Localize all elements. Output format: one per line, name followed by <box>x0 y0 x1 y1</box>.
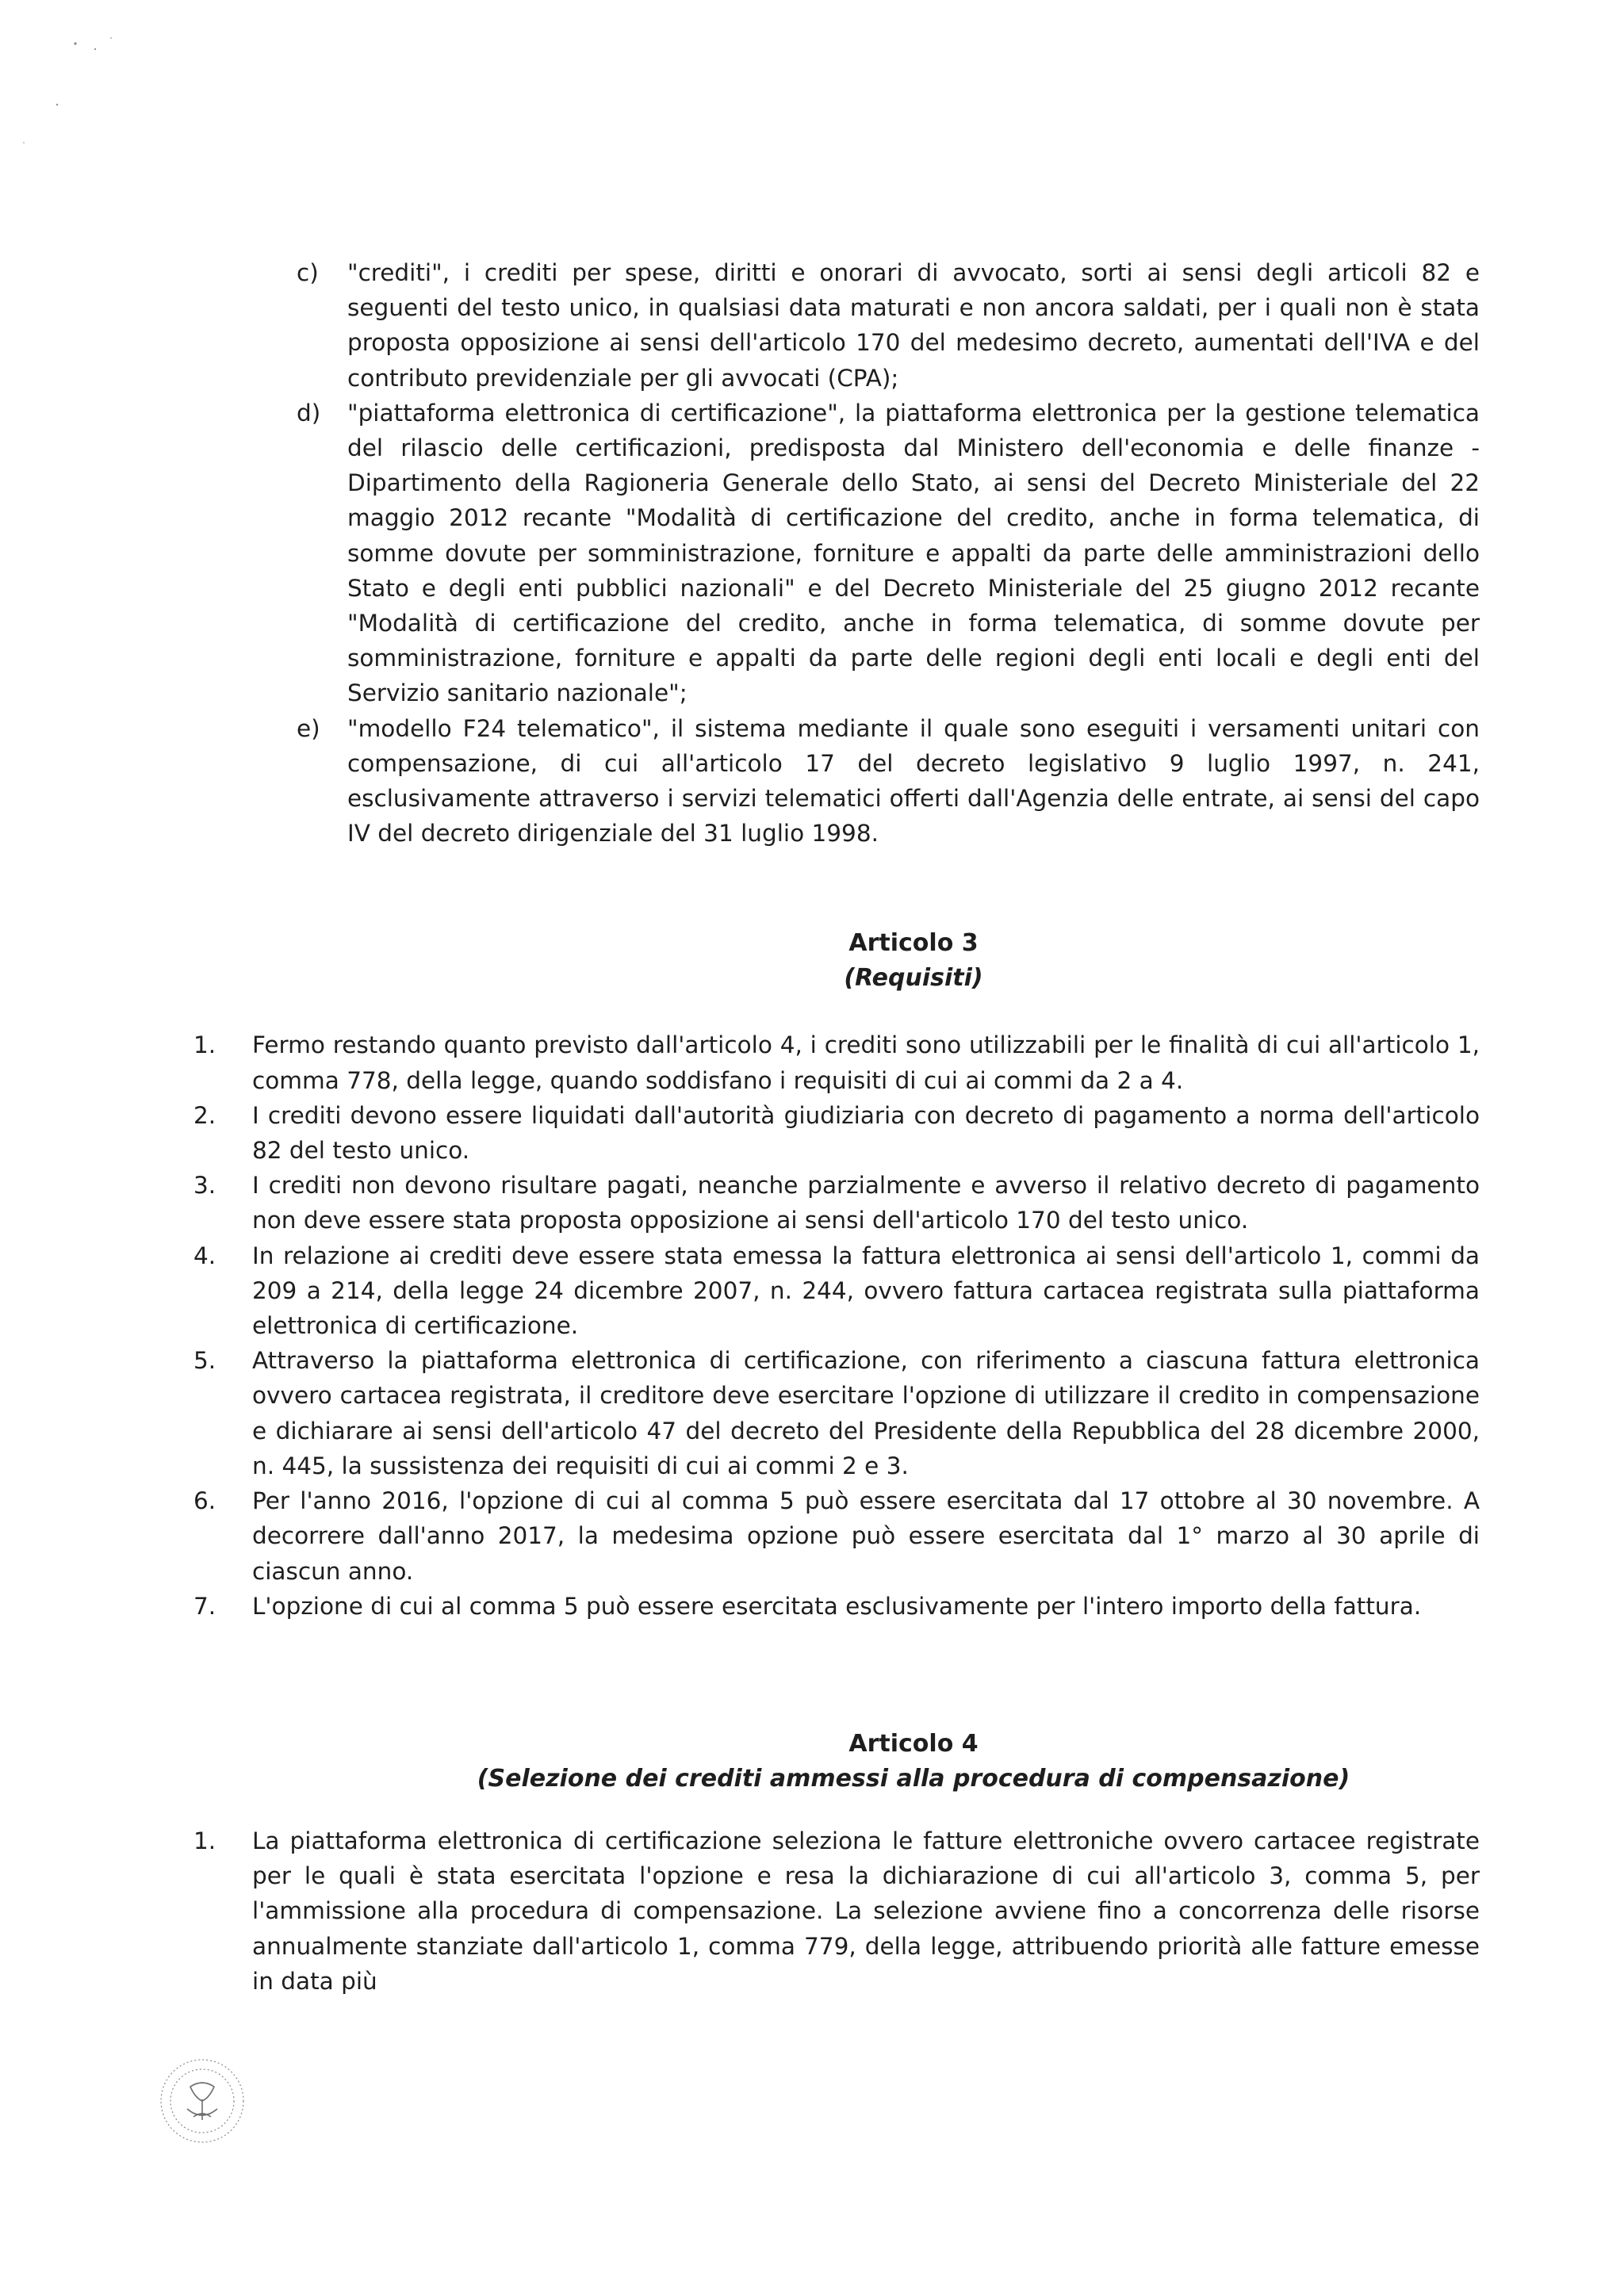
item-text: "piattaforma elettronica di certificazione", la piattaforma elettronica per la gestione telematica del rilascio delle certificazioni, predisposta dal Ministero dell'economia e delle finanze - Dipartimento della Ragioneria Generale dello Stato, ai sensi del Decreto Ministeriale del 22 maggio 2012 recante "Modalità di certificazione del credito, anche in forma telematica, di somme dovute per somministrazione, forniture e appalti da parte delle amministrazioni dello Stato e degli enti pubblici nazionali" e del Decreto Ministeriale del 25 giugno 2012 recante "Modalità di certificazione del credito, anche in forma telematica, di somme dovute per somministrazione, forniture e appalti da parte delle regioni degli enti locali e degli enti del Servizio sanitario nazionale"; <box>347 399 1480 707</box>
item-marker: 5. <box>193 1347 216 1375</box>
item-text: Fermo restando quanto previsto dall'articolo 4, i crediti sono utilizzabili per le finalità di cui all'articolo 1, comma 778, della legge, quando soddisfano i requisiti di cui ai commi da 2 a 4. <box>252 1031 1480 1094</box>
list-item <box>193 1823 1480 1999</box>
list-item <box>193 1168 1480 1238</box>
stamp-seal-icon <box>155 2053 249 2149</box>
list-item <box>193 1098 1480 1168</box>
item-text: L'opzione di cui al comma 5 può essere esercitata esclusivamente per l'intero importo della fattura. <box>252 1592 1422 1620</box>
item-text: Per l'anno 2016, l'opzione di cui al comma 5 può essere esercitata dal 17 ottobre al 30 novembre. A decorrere dall'anno 2017, la medesima opzione può essere esercitata dal 1° marzo al 30 aprile di ciascun anno. <box>252 1487 1480 1585</box>
item-marker: 3. <box>193 1172 216 1200</box>
list-item <box>193 1483 1480 1589</box>
article-subtitle: (Requisiti) <box>844 964 983 993</box>
article-4-heading <box>347 1727 1480 1797</box>
item-marker: 6. <box>193 1487 216 1515</box>
item-marker: e) <box>297 714 320 742</box>
item-text: "modello F24 telematico", il sistema mediante il quale sono eseguiti i versamenti unitari con compensazione, di cui all'articolo 17 del decreto legislativo 9 luglio 1997, n. 241, esclusivamente attraverso i servizi telematici offerti dall'Agenzia delle entrate, ai sensi del capo IV del decreto dirigenziale del 31 luglio 1998. <box>347 714 1480 848</box>
item-text: Attraverso la piattaforma elettronica di certificazione, con riferimento a ciascuna fattura elettronica ovvero cartacea registrata, il creditore deve esercitare l'opzione di utilizzare il credito in compensazione e dichiarare ai sensi dell'articolo 47 del decreto del Presidente della Repubblica del 28 dicembre 2000, n. 445, la sussistenza dei requisiti di cui ai commi 2 e 3. <box>252 1347 1480 1479</box>
item-text: I crediti non devono risultare pagati, neanche parzialmente e avverso il relativo decreto di pagamento non deve essere stata proposta opposizione ai sensi dell'articolo 170 del testo unico. <box>252 1172 1480 1234</box>
item-marker: d) <box>297 399 321 427</box>
item-text: In relazione ai crediti deve essere stata emessa la fattura elettronica ai sensi dell'articolo 1, commi da 209 a 214, della legge 24 dicembre 2007, n. 244, ovvero fattura cartacea registrata sulla piattaforma elettronica di certificazione. <box>252 1242 1480 1340</box>
article-title: Articolo 4 <box>848 1729 979 1758</box>
item-text: "crediti", i crediti per spese, diritti e onorari di avvocato, sorti ai sensi degli articoli 82 e seguenti del testo unico, in qualsiasi data maturati e non ancora saldati, per i quali non è stata proposta opposizione ai sensi dell'articolo 170 del medesimo decreto, aumentati dell'IVA e del contributo previdenziale per gli avvocati (CPA); <box>347 259 1480 392</box>
article-3-heading <box>347 926 1480 996</box>
item-marker: 4. <box>193 1242 216 1269</box>
list-item <box>193 1343 1480 1483</box>
article-title: Articolo 3 <box>848 929 979 958</box>
item-text: I crediti devono essere liquidati dall'autorità giudiziaria con decreto di pagamento a norma dell'articolo 82 del testo unico. <box>252 1101 1480 1165</box>
article-4-list <box>193 1823 1480 1999</box>
list-item <box>193 1027 1480 1097</box>
document-body <box>193 255 1480 1999</box>
item-marker: 1. <box>193 1031 216 1059</box>
item-marker: 7. <box>193 1592 216 1620</box>
definition-item-e <box>252 711 1480 851</box>
list-item <box>193 1238 1480 1344</box>
definition-item-c <box>252 255 1480 396</box>
article-subtitle: (Selezione dei crediti ammessi alla procedura di compensazione) <box>477 1764 1350 1793</box>
scan-specks <box>0 0 238 198</box>
list-item <box>193 1589 1480 1624</box>
item-text: La piattaforma elettronica di certificazione seleziona le fatture elettroniche ovvero cartacee registrate per le quali è stata esercitata l'opzione e resa la dichiarazione di cui all'articolo 3, comma 5, per l'ammissione alla procedura di compensazione. La selezione avviene fino a concorrenza delle risorse annualmente stanziate dall'articolo 1, comma 779, della legge, attribuendo priorità alle fatture emesse in data più <box>252 1827 1480 1995</box>
item-marker: 1. <box>193 1827 216 1854</box>
article-3-list <box>193 1027 1480 1623</box>
item-marker: 2. <box>193 1101 216 1129</box>
item-marker: c) <box>297 259 319 286</box>
definition-item-d <box>252 396 1480 711</box>
definitions-list <box>252 255 1480 851</box>
